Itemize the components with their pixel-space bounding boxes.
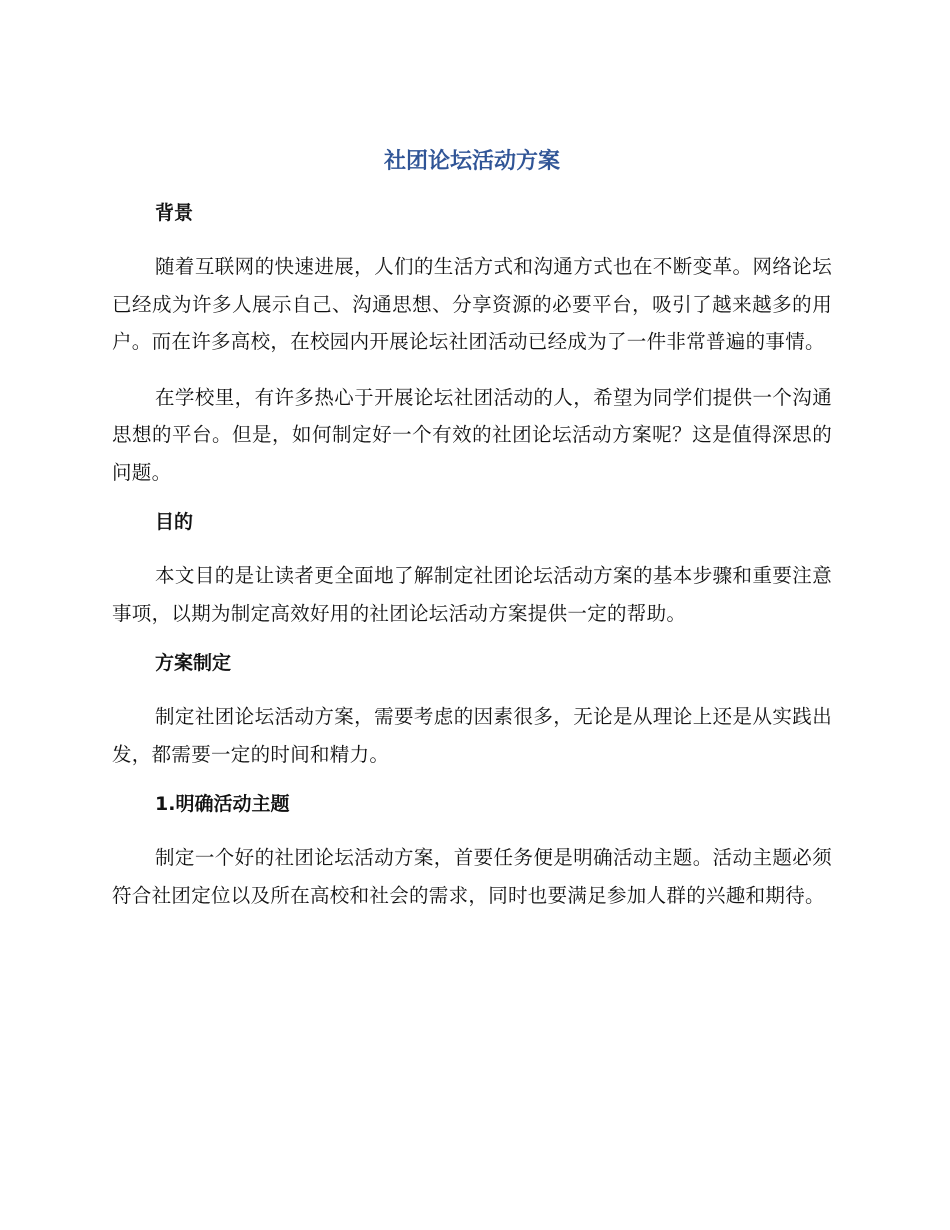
- section-heading-plan: 方案制定: [155, 652, 232, 674]
- paragraph: 制定社团论坛活动方案，需要考虑的因素很多，无论是从理论上还是从实践出发，都需要一定的时间和精力。: [112, 705, 832, 766]
- document-title: 社团论坛活动方案: [383, 149, 560, 174]
- section-heading-purpose: 目的: [155, 511, 194, 533]
- section-heading-background: 背景: [155, 202, 194, 224]
- paragraph: 本文目的是让读者更全面地了解制定社团论坛活动方案的基本步骤和重要注意事项，以期为制定高效好用的社团论坛活动方案提供一定的帮助。: [112, 564, 832, 625]
- paragraph: 制定一个好的社团论坛活动方案，首要任务便是明确活动主题。活动主题必须符合社团定位以及所在高校和社会的需求，同时也要满足参加人群的兴趣和期待。: [112, 846, 832, 907]
- document-body: [112, 140, 832, 932]
- section-heading-theme: 1.明确活动主题: [155, 793, 290, 815]
- paragraph: 在学校里，有许多热心于开展论坛社团活动的人，希望为同学们提供一个沟通思想的平台。但是，如何制定好一个有效的社团论坛活动方案呢？这是值得深思的问题。: [112, 385, 832, 484]
- paragraph: 随着互联网的快速进展，人们的生活方式和沟通方式也在不断变革。网络论坛已经成为许多人展示自己、沟通思想、分享资源的必要平台，吸引了越来越多的用户。而在许多高校，在校园内开展论坛社团活动已经成为了一件非常普遍的事情。: [112, 255, 832, 353]
